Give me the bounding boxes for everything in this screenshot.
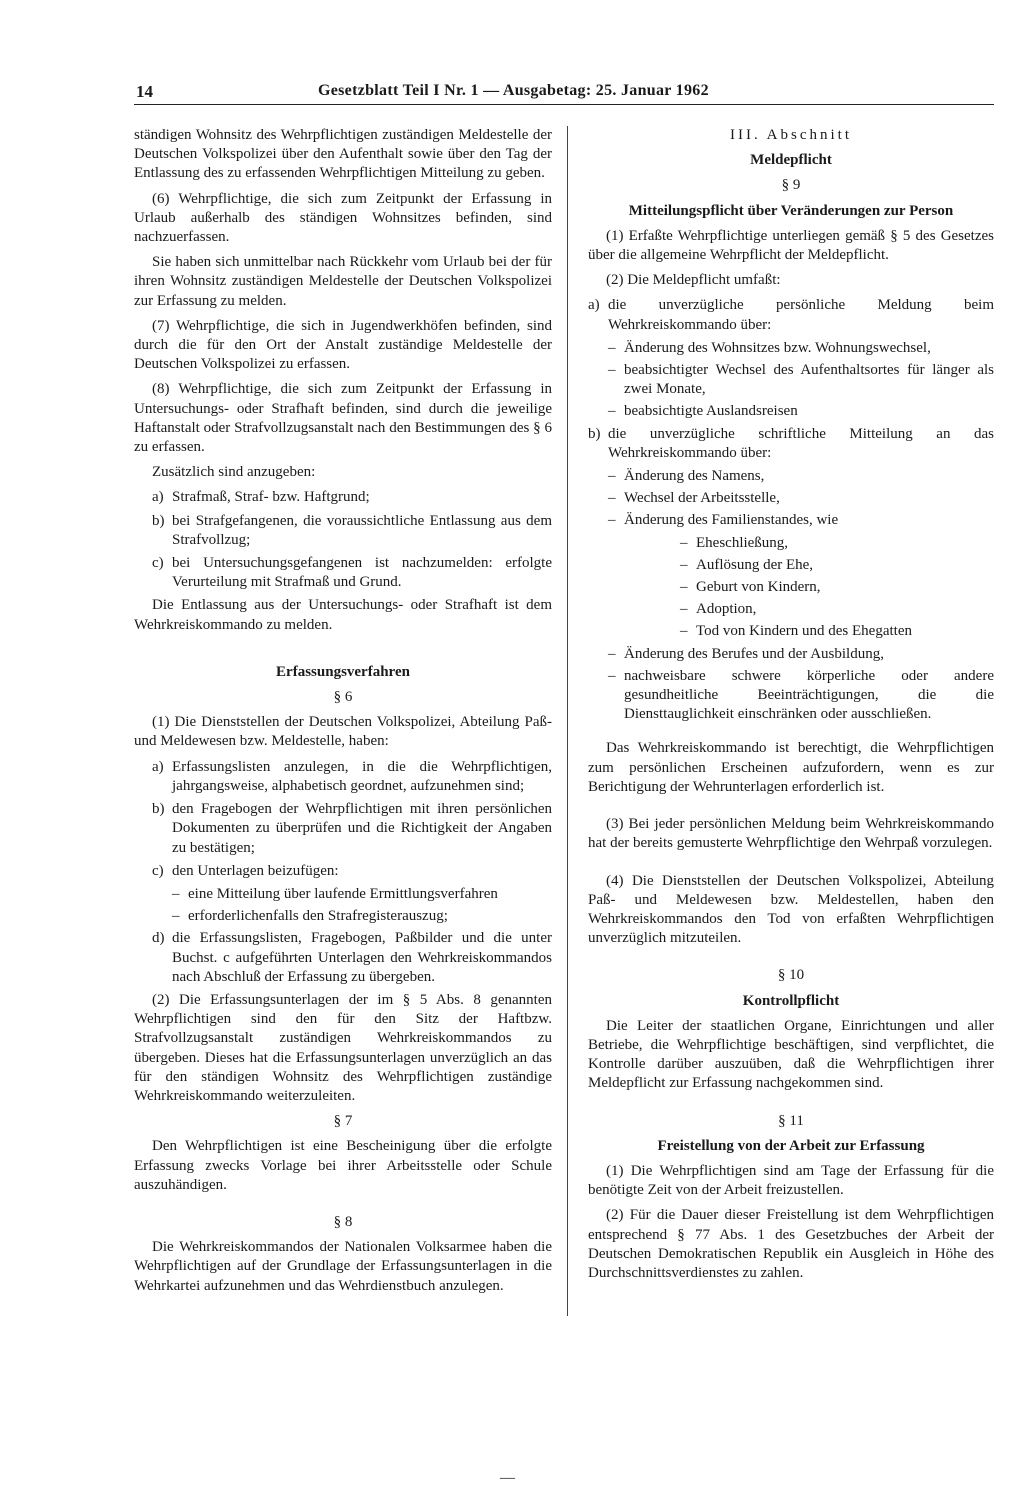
dash-bullet: – <box>680 534 688 551</box>
left-column <box>134 126 552 1302</box>
footer-mark: — <box>500 1470 515 1486</box>
section-9-heading: Mitteilungspflicht über Veränderungen zur Person <box>628 202 954 219</box>
dash-item <box>608 667 994 725</box>
section-title: III. Abschnitt <box>730 127 852 143</box>
dash-item <box>172 907 552 926</box>
item-text: den Fragebogen der Wehrpflichtigen mit ihren persönlichen Dokumenten zu überprüfen und die Richtigkeit der Angaben zu bestätigen; <box>172 801 552 856</box>
paragraph-7: (7) Wehrpflichtige, die sich in Jugendwerkhöfen befinden, sind durch die für den Ort der Anstalt zuständige Meldestelle der Deutschen Volkspolizei zu erfassen. <box>134 317 552 373</box>
sub-dash-item <box>680 534 994 553</box>
section-10-number: § 10 <box>777 967 805 984</box>
item-text: die unverzügliche schriftliche Mitteilung an das Wehrkreiskommando über: <box>608 425 994 461</box>
dash-text: Eheschließung, <box>696 534 789 551</box>
section-10-heading: Kontrollpflicht <box>742 992 840 1009</box>
section-8-text: Die Wehrkreiskommandos der Nationalen Volksarmee haben die Wehrpflichtigen auf der Grundlage der Erfassungsunterlagen in die Wehrkartei aufzunehmen und das Wehrdienstbuch anzulegen. <box>134 1239 552 1294</box>
dash-bullet: – <box>172 885 180 902</box>
dash-text: beabsichtigter Wechsel des Aufenthaltsortes für länger als zwei Monate, <box>624 362 994 398</box>
dash-item <box>608 467 994 486</box>
dash-bullet: – <box>608 468 616 485</box>
list-item <box>588 425 994 463</box>
item-label: c) <box>152 862 164 879</box>
dash-bullet: – <box>172 908 180 925</box>
sub-dash-item <box>680 556 994 575</box>
item-text: die unverzügliche persönliche Meldung beim Wehrkreiskommando über: <box>608 297 994 333</box>
section-6-heading: Erfassungsverfahren <box>276 663 410 680</box>
dash-text: Geburt von Kindern, <box>696 579 821 596</box>
dash-bullet: – <box>608 339 616 356</box>
dash-bullet: – <box>608 362 616 379</box>
sub-dash-item <box>680 600 994 619</box>
dash-text: eine Mitteilung über laufende Ermittlungsverfahren <box>188 885 498 902</box>
dash-text: Änderung des Berufes und der Ausbildung, <box>624 645 884 662</box>
list-item <box>588 296 994 334</box>
paragraph-8-additional: Zusätzlich sind anzugeben: <box>152 464 316 481</box>
item-label: b) <box>152 801 165 818</box>
right-column <box>588 126 994 1289</box>
item-text: Strafmaß, Straf- bzw. Haftgrund; <box>172 489 370 506</box>
list-item <box>152 512 552 550</box>
item-label: a) <box>152 758 164 775</box>
dash-text: Änderung des Namens, <box>624 468 765 485</box>
list-item <box>152 929 552 987</box>
dash-bullet: – <box>680 556 688 573</box>
section-6-paragraph-2: (2) Die Erfassungsunterlagen der im § 5 Abs. 8 genannten Wehrpflichtigen sind den für den Sitz der Haftbzw. Strafvollzugsanstalt zuständigen Wehrkreiskommandos zu übergeben. Dieses hat die Erfassungsunterlagen unverzüglich an das für den ständigen Wohnsitz des Wehrpflichtigen zuständige Wehrkreiskommando weiterzuleiten. <box>134 991 552 1104</box>
sub-dash-item <box>680 622 994 641</box>
dash-bullet: – <box>608 403 616 420</box>
dash-item <box>608 645 994 664</box>
section-9-paragraph-2: (2) Die Meldepflicht umfaßt: <box>606 272 781 289</box>
paragraph-continuation: ständigen Wohnsitz des Wehrpflichtigen zuständigen Meldestelle der Deutschen Volkspolizei über den Aufenthalt sowie über den Tag der Entlassung des zu erfassenden Wehrpflichtigen Mitteilung zu geben. <box>134 127 552 182</box>
item-label: a) <box>588 297 600 314</box>
dash-text: Änderung des Familienstandes, wie <box>624 512 839 529</box>
sub-dash-item <box>680 578 994 597</box>
item-label: a) <box>152 489 164 506</box>
header-rule <box>134 104 994 105</box>
paragraph-6: (6) Wehrpflichtige, die sich zum Zeitpunkt der Erfassung in Urlaub außerhalb des ständigen Wohnsitzes befinden, sind nachzuerfassen. <box>134 190 552 246</box>
section-9-paragraph-3: (3) Bei jeder persönlichen Meldung beim Wehrkreiskommando hat der bereits gemusterte Wehrpflichtige den Wehrpaß vorzulegen. <box>588 816 994 852</box>
section-8-number: § 8 <box>333 1213 353 1230</box>
page-number: 14 <box>136 82 153 101</box>
dash-bullet: – <box>608 667 616 684</box>
section-9-paragraph-4: (4) Die Dienststellen der Deutschen Volkspolizei, Abteilung Paß- und Meldewesen bzw. Meldestellen, haben den Wehrkreiskommandos den Tod von erfaßten Wehrpflichtigen unverzüglich mitzuteilen. <box>588 872 994 947</box>
paragraph-8: (8) Wehrpflichtige, die sich zum Zeitpunkt der Erfassung in Untersuchungs- oder Strafhaft befinden, sind durch die jeweilige Haftanstalt oder Strafvollzugsanstalt nach den Bestimmungen des § 6 zu erfassen. <box>134 381 552 456</box>
list-item <box>152 862 552 881</box>
section-6-paragraph-1: (1) Die Dienststellen der Deutschen Volkspolizei, Abteilung Paß- und Meldewesen bzw. Meldestelle, haben: <box>134 714 552 750</box>
dash-item <box>608 489 994 508</box>
dash-bullet: – <box>608 490 616 507</box>
dash-text: beabsichtigte Auslandsreisen <box>624 403 798 420</box>
dash-text: Tod von Kindern und des Ehegatten <box>696 623 912 640</box>
section-9-number: § 9 <box>781 177 801 194</box>
list-item <box>152 800 552 858</box>
item-label: b) <box>152 512 165 529</box>
item-label: c) <box>152 555 164 572</box>
dash-text: Adoption, <box>696 601 757 618</box>
list-item <box>152 488 552 507</box>
dash-item <box>608 361 994 399</box>
section-9-paragraph-1: (1) Erfaßte Wehrpflichtige unterliegen gemäß § 5 des Gesetzes über die allgemeine Wehrpflicht der Meldepflicht. <box>588 227 994 264</box>
item-text: den Unterlagen beizufügen: <box>172 862 339 879</box>
item-label: d) <box>152 930 165 947</box>
section-7-number: § 7 <box>333 1113 353 1130</box>
dash-text: nachweisbare schwere körperliche oder andere gesundheitliche Beeinträchtigungen, die die Diensttauglichkeit einschränken oder ausschließen. <box>624 667 994 723</box>
dash-bullet: – <box>608 512 616 529</box>
dash-item <box>608 402 994 421</box>
dash-bullet: – <box>680 623 688 640</box>
section-11-paragraph-2: (2) Für die Dauer dieser Freistellung ist dem Wehrpflichtigen entsprechend § 77 Abs. 1 des Gesetzbuches der Arbeit der Deutschen Demokratischen Republik ein Ausgleich in Höhe des Durchschnittsverdienstes zu zahlen. <box>588 1207 994 1281</box>
paragraph-6b: Sie haben sich unmittelbar nach Rückkehr vom Urlaub bei der für ihren Wohnsitz zuständigen Meldestelle der Deutschen Volkspolizei zur Erfassung zu melden. <box>134 254 552 309</box>
dash-item <box>172 885 552 904</box>
section-11-paragraph-1: (1) Die Wehrpflichtigen sind am Tage der Erfassung für die benötigte Zeit von der Arbeit freizustellen. <box>588 1162 994 1199</box>
list-item <box>152 554 552 592</box>
item-text: Erfassungslisten anzulegen, in die die Wehrpflichtigen, jahrgangsweise, alphabetisch geordnet, aufzunehmen sind; <box>172 758 552 794</box>
section-7-text: Den Wehrpflichtigen ist eine Bescheinigung über die erfolgte Erfassung zwecks Vorlage bei ihrer Arbeitsstelle oder Schule auszuhändigen. <box>134 1138 552 1193</box>
section-11-heading: Freistellung von der Arbeit zur Erfassung <box>657 1137 925 1154</box>
item-text: die Erfassungslisten, Fragebogen, Paßbilder und die unter Buchst. c aufgeführten Unterlagen den Wehrkreiskommandos nach Abschluß der Erfassung zu übergeben. <box>172 930 552 985</box>
dash-text: erforderlichenfalls den Strafregisterauszug; <box>188 908 448 925</box>
list-item <box>152 758 552 796</box>
dash-text: Wechsel der Arbeitsstelle, <box>624 490 780 507</box>
dash-text: Änderung des Wohnsitzes bzw. Wohnungswechsel, <box>624 339 931 356</box>
item-text: bei Untersuchungsgefangenen ist nachzumelden: erfolgte Verurteilung mit Strafmaß und Grund. <box>172 555 552 591</box>
dash-item <box>608 339 994 358</box>
section-9-paragraph-2-end: Das Wehrkreiskommando ist berechtigt, die Wehrpflichtigen zum persönlichen Erscheinen aufzufordern, wenn es zur Berichtigung der Wehrunterlagen erforderlich ist. <box>588 740 994 795</box>
section-10-text: Die Leiter der staatlichen Organe, Einrichtungen und aller Betriebe, die Wehrpflichtige beschäftigen, sind verpflichtet, die Kontrolle darüber auszuüben, daß die Wehrpflichtigen ihrer Meldepflicht zur Erfassung nachgekommen sind. <box>588 1017 994 1092</box>
item-label: b) <box>588 425 601 442</box>
dash-bullet: – <box>608 645 616 662</box>
dash-bullet: – <box>680 579 688 596</box>
section-6-number: § 6 <box>333 689 353 706</box>
dash-text: Auflösung der Ehe, <box>696 556 814 573</box>
dash-item <box>608 511 994 530</box>
column-divider <box>567 126 568 1316</box>
paragraph-8-end: Die Entlassung aus der Untersuchungs- oder Strafhaft ist dem Wehrkreiskommando zu melden. <box>134 597 552 633</box>
section-subtitle: Meldepflicht <box>750 152 832 169</box>
item-text: bei Strafgefangenen, die voraussichtliche Entlassung aus dem Strafvollzug; <box>172 512 552 548</box>
section-11-number: § 11 <box>778 1112 804 1129</box>
dash-bullet: – <box>680 601 688 618</box>
page-header-title: Gesetzblatt Teil I Nr. 1 — Ausgabetag: 25. Januar 1962 <box>318 82 709 99</box>
